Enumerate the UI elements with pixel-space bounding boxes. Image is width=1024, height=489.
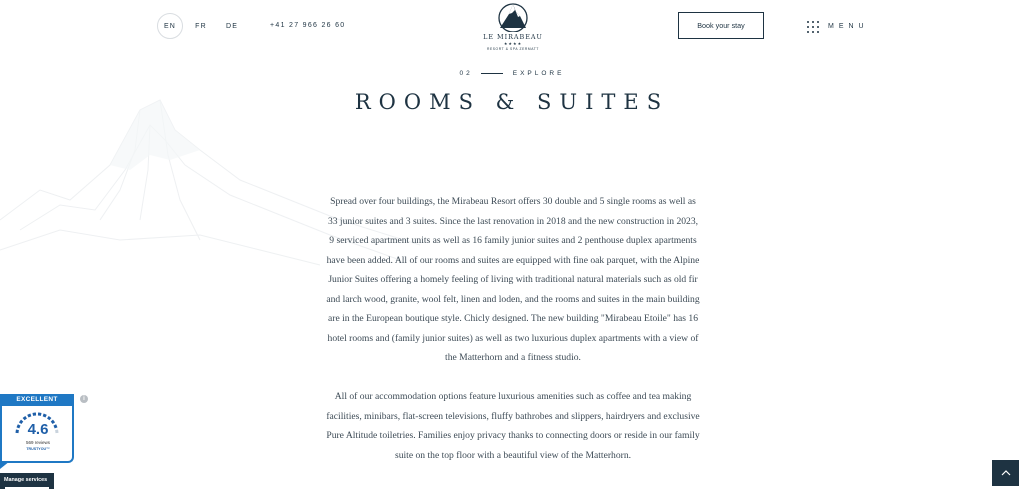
logo-tagline: RESORT & SPA ZERMATT (486, 47, 540, 51)
book-your-stay-button[interactable]: Book your stay (678, 12, 764, 39)
widget-pointer (0, 461, 10, 469)
info-icon[interactable]: i (80, 395, 88, 403)
logo-name: LE MIRABEAU (483, 33, 543, 41)
language-de[interactable]: DE (225, 22, 239, 30)
chevron-up-icon (1001, 469, 1011, 477)
logo-stars: ★★★★ (503, 41, 523, 46)
trustyou-widget[interactable] (0, 394, 74, 463)
gauge-segment (43, 415, 46, 416)
logo[interactable] (482, 0, 544, 56)
language-fr[interactable]: FR (195, 22, 207, 30)
manage-services-button[interactable] (0, 473, 54, 489)
gauge-segment (24, 417, 27, 419)
menu-label: MENU (828, 23, 869, 30)
rooms-description: Spread over four buildings, the Mirabeau Resort offers 30 double and 5 single rooms as well as 33 junior suites and 3 suites. Since the last renovation in 2018 and the new construction in 2023, 9 serviced apartment units as well as 16 family junior suites and 2 penthouse duplex apartments have been added. All of our rooms and suites are equipped with fine oak parquet, with the Alpine Junior Suites offering a homely feeling of living with traditional natural materials such as old fir and larch wood, granite, wool felt, linen and loden, and the rooms and suites in the main building are in the European boutique style. Chicly designed. The new building "Mirabeau Etoile" has 16 hotel rooms and (family junior suites) as well as two luxurious duplex apartments with a view of the Matterhorn and a fitness studio. (326, 196, 700, 363)
gauge-segment (48, 417, 51, 419)
page-title: ROOMS & SUITES (354, 90, 670, 114)
trustyou-brand: TRUSTYOU™ (26, 447, 50, 451)
menu-button[interactable] (807, 20, 869, 33)
amenities-description: All of our accommodation options feature luxurious amenities such as coffee and tea making facilities, minibars, flat-screen televisions, fluffy bathrobes and slippers, hairdryers and exclusive Pure Altitude toiletries. Families enjoy privacy thanks to connecting doors or reside in our family suite on the top floor with a beautiful view of the Matterhorn. (326, 391, 700, 461)
kicker-divider (481, 73, 503, 74)
matterhorn-logo-icon (489, 0, 537, 32)
trust-rating-label: EXCELLENT (0, 394, 74, 406)
trust-score: 4.6 (27, 421, 49, 438)
manage-services-label: Manage services (4, 477, 48, 483)
phone-link[interactable]: +41 27 966 26 60 (270, 22, 346, 29)
section-kicker (0, 70, 1024, 77)
section-kicker-label: EXPLORE (512, 70, 565, 77)
grid-icon (807, 21, 819, 33)
scroll-to-top-button[interactable] (992, 460, 1019, 486)
gauge-segment (28, 415, 31, 416)
language-en[interactable]: EN (157, 13, 183, 39)
section-number: 02 (459, 70, 473, 77)
trust-review-count: 569 reviews (25, 440, 50, 445)
